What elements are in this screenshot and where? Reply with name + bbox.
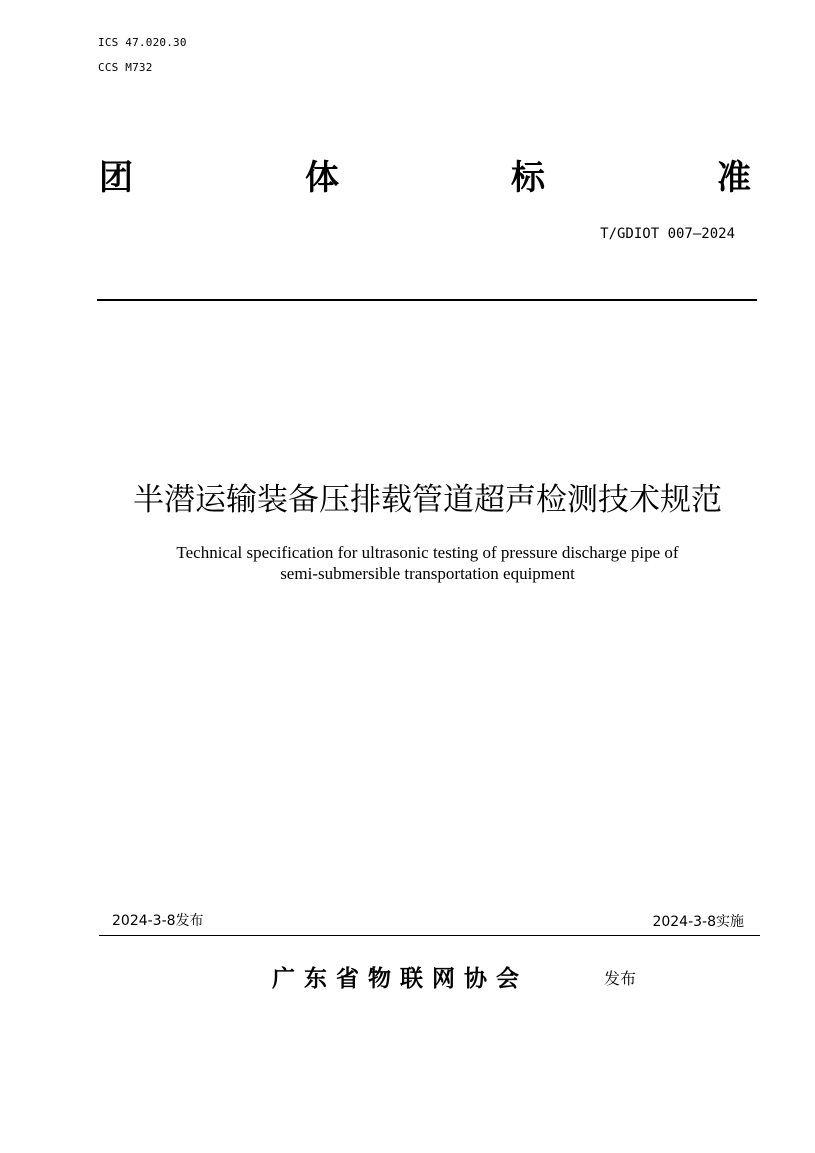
top-divider [97,299,757,301]
ccs-code: CCS M732 [98,61,153,74]
english-title-line-1: Technical specification for ultrasonic testing of pressure discharge pipe of [176,543,679,562]
bottom-divider [99,935,760,936]
english-title-line-2: semi-submersible transportation equipment [280,564,575,583]
standard-number: T/GDIOT 007—2024 [600,226,735,242]
publish-label: 发布 [604,969,637,988]
issue-date: 2024-3-8发布 [112,913,204,929]
english-title [80,542,775,584]
standard-type-char-1: 团 [99,158,133,198]
standard-type-char-3: 标 [511,158,545,198]
publisher-name: 广东省物联网协会 [272,966,528,992]
chinese-title: 半潜运输装备压排载管道超声检测技术规范 [133,482,722,518]
implementation-date: 2024-3-8实施 [652,914,744,930]
standard-type-char-2: 体 [305,158,339,198]
ics-code: ICS 47.020.30 [98,36,187,49]
standard-type-heading [99,152,751,204]
standard-type-char-4: 准 [717,158,751,198]
